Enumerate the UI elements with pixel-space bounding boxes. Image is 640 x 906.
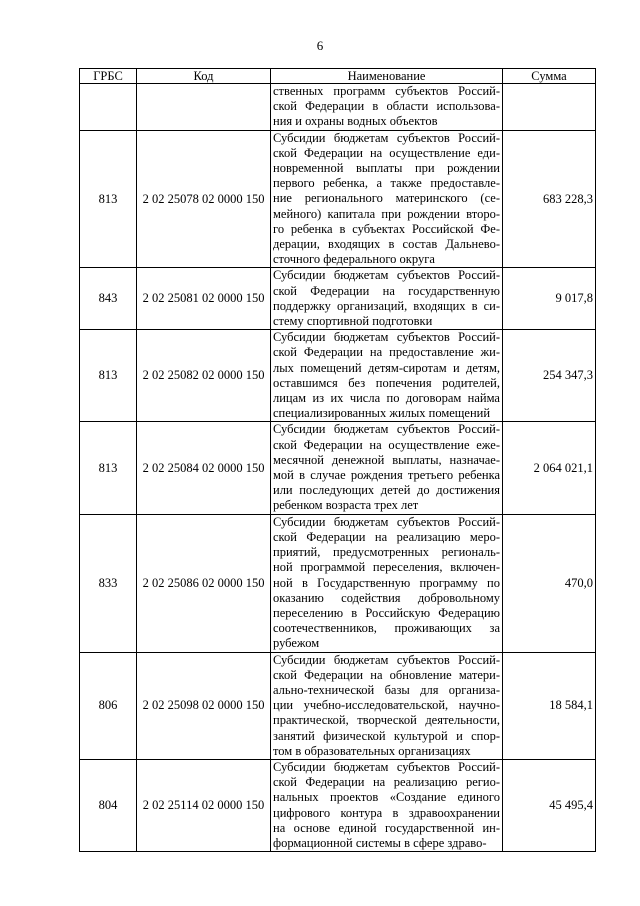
name-line: или последующих детей до достижения [273, 483, 500, 498]
name-line: мейного) капитала при рождении второ- [273, 206, 500, 221]
name-line: ния и охраны водных объектов [273, 114, 438, 129]
name-line: ственных программ субъектов Россий- [273, 84, 500, 98]
name-cell [271, 130, 503, 268]
sum-cell [503, 84, 596, 131]
name-line: ально-технической базы для организа- [273, 682, 500, 697]
sum-cell: 683 228,3 [503, 130, 596, 268]
name-line: ской Федерации на осуществление еже- [273, 437, 500, 452]
sum-cell: 9 017,8 [503, 268, 596, 330]
name-line: дерации, входящих в состав Дальнево- [273, 237, 500, 252]
name-line: лицам из их числа по договорам найма [273, 391, 500, 406]
table-body [80, 84, 596, 852]
name-line: ребенком возраста трех лет [273, 498, 419, 513]
name-line: оставшимся без попечения родителей, [273, 375, 500, 390]
name-cell [271, 330, 503, 422]
name-line: приятий, предусмотренных региональ- [273, 545, 500, 560]
name-line: ции учебно-исследовательской, научно- [273, 698, 500, 713]
name-line: ской Федерации на реализацию регио- [273, 775, 500, 790]
name-line: ской Федерации на обновление матери- [273, 667, 500, 682]
name-line: Субсидии бюджетам субъектов Россий- [273, 652, 500, 667]
name-line: оказанию содействия добровольному [273, 590, 500, 605]
header-grbs: ГРБС [80, 69, 137, 84]
name-cell [271, 514, 503, 652]
grbs-cell: 813 [80, 330, 137, 422]
name-line: Субсидии бюджетам субъектов Россий- [273, 759, 500, 774]
table-header-row [80, 69, 596, 84]
code-cell [137, 84, 271, 131]
code-cell: 2 02 25078 02 0000 150 [137, 130, 271, 268]
name-line: занятий физической культурой и спор- [273, 728, 500, 743]
name-cell [271, 268, 503, 330]
code-cell: 2 02 25081 02 0000 150 [137, 268, 271, 330]
name-line: ной программой переселения, включен- [273, 560, 500, 575]
code-cell: 2 02 25086 02 0000 150 [137, 514, 271, 652]
table-row [80, 268, 596, 330]
table-row [80, 759, 596, 851]
name-line: мой в случае рождения третьего ребенка [273, 468, 500, 483]
code-cell: 2 02 25098 02 0000 150 [137, 652, 271, 759]
grbs-cell: 833 [80, 514, 137, 652]
name-line: новременной выплаты при рождении [273, 161, 500, 176]
name-line: том в образовательных организациях [273, 743, 471, 758]
table-row [80, 422, 596, 514]
table-row [80, 330, 596, 422]
name-line: цифрового контура в здравоохранении [273, 805, 500, 820]
name-line: стему спортивной подготовки [273, 314, 433, 329]
name-cell [271, 422, 503, 514]
code-cell: 2 02 25114 02 0000 150 [137, 759, 271, 851]
name-line: нальных проектов «Создание единого [273, 790, 500, 805]
name-line: Субсидии бюджетам субъектов Россий- [273, 330, 500, 345]
grbs-cell: 843 [80, 268, 137, 330]
name-line: формационной системы в сфере здраво- [273, 835, 487, 850]
name-line: Субсидии бюджетам субъектов Россий- [273, 268, 500, 283]
name-line: поддержку организаций, входящих в си- [273, 298, 500, 313]
name-line: ской Федерации на предоставление жи- [273, 345, 500, 360]
name-line: ской Федерации в области использова- [273, 99, 500, 114]
budget-table [79, 68, 596, 852]
table-row [80, 514, 596, 652]
name-cell [271, 652, 503, 759]
name-line: Субсидии бюджетам субъектов Россий- [273, 514, 500, 529]
code-cell: 2 02 25082 02 0000 150 [137, 330, 271, 422]
sum-cell: 45 495,4 [503, 759, 596, 851]
name-line: го ребенка в субъектах Российской Фе- [273, 221, 500, 236]
name-line: рубежом [273, 636, 320, 651]
name-line: месячной денежной выплаты, назначае- [273, 452, 500, 467]
name-line: Субсидии бюджетам субъектов Россий- [273, 422, 500, 437]
table-row [80, 130, 596, 268]
sum-cell: 18 584,1 [503, 652, 596, 759]
name-cell [271, 84, 503, 131]
name-line: практической, творческой деятельности, [273, 713, 500, 728]
name-line: ской Федерации на государственную [273, 283, 500, 298]
page-number: 6 [316, 38, 324, 53]
header-sum: Сумма [503, 69, 596, 84]
table-row [80, 84, 596, 131]
name-line: ской Федерации на реализацию меро- [273, 529, 500, 544]
header-code: Код [137, 69, 271, 84]
sum-cell: 254 347,3 [503, 330, 596, 422]
grbs-cell: 806 [80, 652, 137, 759]
name-line: переселению в Российскую Федерацию [273, 605, 500, 620]
name-line: первого ребенка, а также предоставле- [273, 176, 500, 191]
name-line: специализированных жилых помещений [273, 406, 491, 421]
grbs-cell: 813 [80, 422, 137, 514]
sum-cell: 2 064 021,1 [503, 422, 596, 514]
grbs-cell: 804 [80, 759, 137, 851]
grbs-cell: 813 [80, 130, 137, 268]
name-line: ной в Государственную программу по [273, 575, 500, 590]
grbs-cell [80, 84, 137, 131]
name-line: ние регионального материнского (се- [273, 191, 500, 206]
name-line: сточного федерального округа [273, 252, 435, 267]
name-line: соотечественников, проживающих за [273, 621, 500, 636]
name-line: ской Федерации на осуществление еди- [273, 145, 500, 160]
table-row [80, 652, 596, 759]
sum-cell: 470,0 [503, 514, 596, 652]
name-line: Субсидии бюджетам субъектов Россий- [273, 130, 500, 145]
name-cell [271, 759, 503, 851]
name-line: лых помещений детям-сиротам и детям, [273, 360, 500, 375]
name-line: на основе единой государственной ин- [273, 820, 500, 835]
code-cell: 2 02 25084 02 0000 150 [137, 422, 271, 514]
header-name: Наименование [271, 69, 503, 84]
